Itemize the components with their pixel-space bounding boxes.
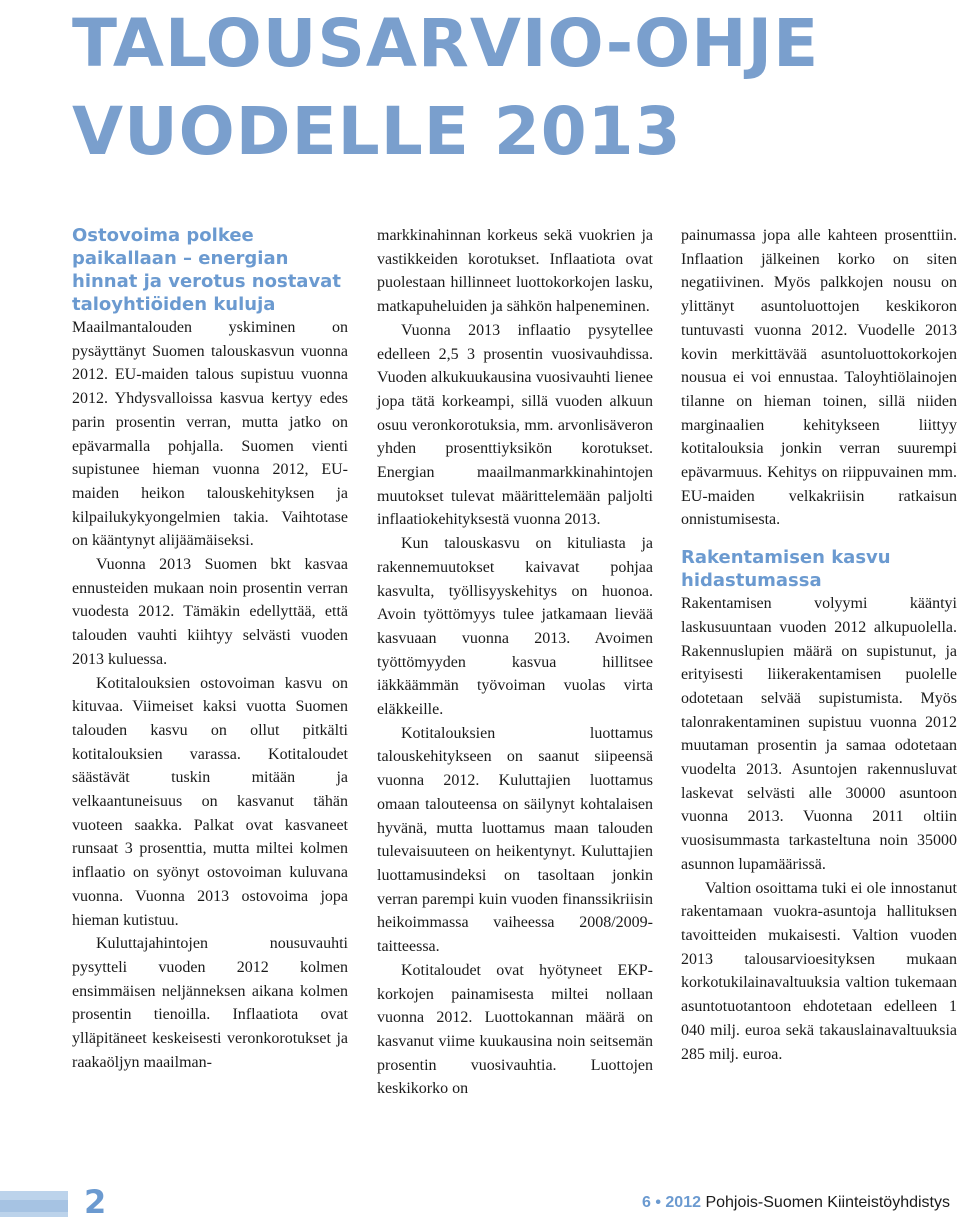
column-1	[72, 224, 348, 1075]
paragraph: Vuonna 2013 inflaatio pysytellee edelleen 2,5 3 prosentin vuosivauhdissa. Vuoden alkukuukausina vuosivauhti lienee jopa tätä korkeampi, sillä vuoden alkuun osuu veronkorotuksia, mm. arvonlisäveron yhden prosenttiyksikön korotukset. Energian maailmanmarkkinahintojen muutokset tulevat määrittelemään paljolti inflaatiokehityksestä vuonna 2013.	[377, 321, 653, 529]
paragraph: Kotitalouksien luottamus talouskehitykseen on saanut siipeensä vuonna 2012. Kuluttajien luottamus omaan talouteensa on säilynyt kohtalaisen hyvänä, mutta luottamus maan talouden tulevaisuuteen on heikentynyt. Kuluttajien luottamusindeksi on tasoltaan jonkin verran parempi kuin vuoden finanssikriisin heikoimmassa vaiheessa 2008/2009-taitteessa.	[377, 724, 653, 956]
issue-year: 2012	[665, 1194, 701, 1211]
column-2	[377, 224, 653, 1101]
paragraph: Kotitaloudet ovat hyötyneet EKP-korkojen painamisesta miltei nollaan vuonna 2012. Luottokannan määrä on kasvanut viime kuukausina noin seitsemän prosentin vuosivauhtia. Luottojen keskikorko on	[377, 961, 653, 1098]
paragraph: painumassa jopa alle kahteen prosenttiin. Inflaation jälkeinen korko on siten negatiivinen. Myös palkkojen nousu on ylittänyt asuntoluottojen keskikoron tuntuvasti vuonna 2012. Vuodelle 2013 kovin merkittävää asuntoluottokorkojen nousua ei voi ennustaa. Taloyhtiölainojen tilanne on hieman toinen, sillä niiden marginaalien kehitykseen liittyy kotitalouksia jonkin verran suurempi epävarmuus. Kehitys on riippuvainen mm. EU-maiden velkakriisin ratkaisun onnistumisesta.	[681, 227, 957, 529]
issue-bullet: •	[655, 1194, 661, 1211]
paragraph: Rakentamisen volyymi kääntyi laskusuuntaan vuoden 2012 alkupuolella. Rakennuslupien määrä on supistunut, ja erityisesti liikerakentamisen puolelle odotetaan selvää supistumista. Myös talonrakentaminen supistuu vuonna 2012 muutaman prosentin ja samaa odotetaan vuodelta 2013. Asuntojen rakennusluvat laskevat selvästi alle 30000 asuntoon vuonna 2013. Vuonna 2011 oltiin vuosisummasta tarkasteltuna noin 35000 asunnon lupamäärissä.	[681, 595, 957, 873]
section-heading-ostovoima: Ostovoima polkee paikallaan – energian hinnat ja verotus nostavat taloyhtiöiden kuluja	[72, 225, 341, 315]
paragraph: Kotitalouksien ostovoiman kasvu on kituvaa. Viimeiset kaksi vuotta Suomen talouden kasvu on ollut pitkälti kotitalouksien varassa. Kotitaloudet säästävät tuskin mitään ja velkaantuneisuus on kasvanut tähän vuoteen saakka. Palkat ovat kasvaneet runsaat 3 prosenttia, mutta miltei kolmen inflaatio on syönyt ostovoiman kuluvana vuonna. Vuonna 2013 ostovoima jopa hieman kutistuu.	[72, 674, 348, 929]
page-title	[0, 0, 960, 176]
section-heading-rakentaminen: Rakentamisen kasvu hidastumassa	[681, 547, 891, 592]
paragraph: Kun talouskasvu on kituliasta ja rakennemuutokset kaivavat pohjaa kasvulta, työllisyyskehitys on huonoa. Avoin työttömyys tulee jatkamaan lievää kasvuaan vuonna 2013. Avoimen työttömyyden kasvua hillitsee iäkkäämmän työvoiman vuolas virta eläkkeille.	[377, 535, 653, 719]
paragraph: Valtion osoittama tuki ei ole innostanut rakentamaan vuokra-asuntoja hallituksen tavoitteiden mukaisesti. Valtion vuoden 2013 talousarvioesityksen mukaan korkotukilainavaltuuksia valtion tukemaan asuntotuotantoon ehdotetaan edelleen 1 040 milj. euroa sekä takauslainavaltuuksia 285 milj. euroa.	[681, 879, 957, 1063]
title-line-1: TALOUSARVIO-OHJE	[72, 5, 820, 82]
paragraph: Maailmantalouden yskiminen on pysäyttänyt Suomen talouskasvun vuonna 2012. EU-maiden talous supistuu vuonna 2012. Yhdysvalloissa kasvua kertyy edes parin prosentin verran, mutta jatko on epävarmalla pohjalla. Suomen vienti supistunee hieman vuonna 2012, EU-maiden heikon talouskehityksen ja kilpailukykyongelmien takia. Vaihtotase on kääntynyt alijäämäiseksi.	[72, 319, 348, 550]
column-3	[681, 224, 957, 1066]
paragraph: Kuluttajahintojen nousuvauhti pysytteli vuoden 2012 kolmen ensimmäisen neljänneksen aikana kolmen prosentin tienoilla. Inflaatiota ovat ylläpitäneet keskeisesti veronkorotukset ja raakaöljyn maailman-	[72, 935, 348, 1071]
paragraph: markkinahinnan korkeus sekä vuokrien ja vastikkeiden korotukset. Inflaatiota ovat puolestaan hillinneet luottokorkojen lasku, matkapuheluiden ja sähkön halpeneminen.	[377, 227, 653, 316]
issue-number: 6	[641, 1194, 651, 1211]
footer-color-bar-inner	[0, 1200, 68, 1212]
publication-name: Pohjois-Suomen Kiinteistöyhdistys	[705, 1194, 950, 1211]
paragraph: Vuonna 2013 Suomen bkt kasvaa ennusteiden mukaan noin prosentin verran vuodesta 2012. Tämäkin edellyttää, että talouden vauhti kiihtyy selvästi vuoden 2013 kuluessa.	[72, 556, 348, 668]
page-number: 2	[84, 1183, 107, 1221]
title-line-2: VUODELLE 2013	[72, 93, 682, 170]
issue-info	[642, 1191, 950, 1215]
